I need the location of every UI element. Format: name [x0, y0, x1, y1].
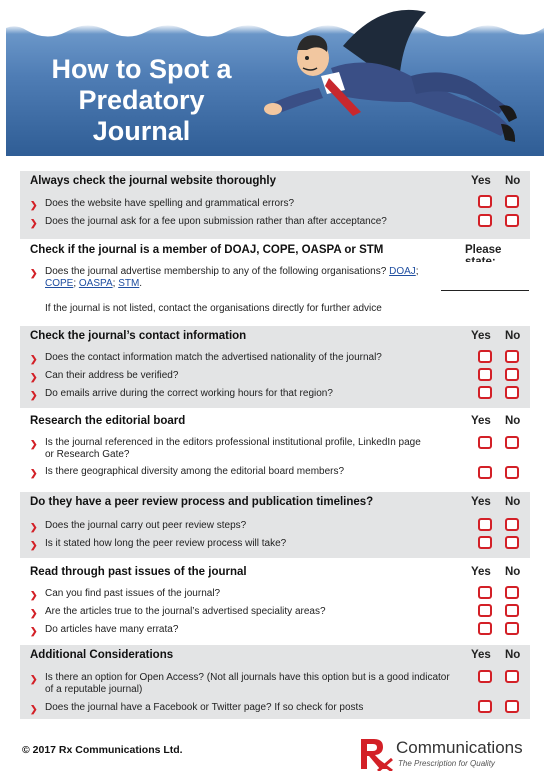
copyright-text: © 2017 Rx Communications Ltd.	[22, 744, 183, 756]
list-item: ❯ Is it stated how long the peer review process will take?	[30, 538, 287, 550]
yes-label: Yes	[471, 175, 491, 187]
section-past-issues	[20, 562, 530, 644]
list-item: ❯ Does the journal ask for a fee upon submission rather than after acceptance?	[30, 216, 387, 228]
section-body	[20, 433, 530, 489]
yes-label: Yes	[471, 566, 491, 578]
list-item: ❯ Does the journal advertise membership to any of the following organisations? DOAJ; COPE; OASPA; STM.	[30, 266, 419, 289]
section-membership	[20, 240, 530, 320]
yes-checkbox[interactable]	[478, 436, 492, 449]
section-title: Check the journal’s contact information	[30, 330, 247, 342]
no-label: No	[505, 330, 521, 342]
yes-checkbox[interactable]	[478, 466, 492, 479]
no-checkbox[interactable]	[505, 368, 519, 381]
no-checkbox[interactable]	[505, 195, 519, 208]
no-checkbox[interactable]	[505, 586, 519, 599]
chevron-right-icon: ❯	[30, 540, 38, 550]
chevron-right-icon: ❯	[30, 626, 38, 636]
stm-link[interactable]: STM	[118, 278, 140, 289]
no-checkbox[interactable]	[505, 386, 519, 399]
list-item: ❯ Does the journal carry out peer review steps?	[30, 520, 247, 532]
section-body	[20, 584, 530, 644]
list-item: ❯ Are the articles true to the journal’s advertised speciality areas?	[30, 606, 326, 618]
no-label: No	[505, 649, 521, 661]
yes-checkbox[interactable]	[478, 350, 492, 363]
yes-checkbox[interactable]	[478, 368, 492, 381]
yes-checkbox[interactable]	[478, 604, 492, 617]
no-checkbox[interactable]	[505, 622, 519, 635]
section-title: Always check the journal website thoroughly	[30, 175, 277, 187]
chevron-right-icon: ❯	[30, 354, 38, 364]
no-checkbox[interactable]	[505, 518, 519, 531]
list-item: ❯ Does the contact information match the advertised nationality of the journal?	[30, 352, 382, 364]
yes-checkbox[interactable]	[478, 536, 492, 549]
yes-checkbox[interactable]	[478, 214, 492, 227]
header-banner	[6, 6, 544, 156]
section-title: Research the editorial board	[30, 415, 186, 427]
yes-checkbox[interactable]	[478, 622, 492, 635]
section-additional	[20, 645, 530, 719]
chevron-right-icon: ❯	[30, 372, 38, 382]
doaj-link[interactable]: DOAJ	[389, 266, 416, 277]
no-label: No	[505, 415, 521, 427]
section-title: Do they have a peer review process and publication timelines?	[30, 496, 374, 508]
no-checkbox[interactable]	[505, 466, 519, 479]
section-body	[20, 348, 530, 408]
rx-logo-icon	[358, 737, 394, 771]
no-checkbox[interactable]	[505, 536, 519, 549]
section-header	[20, 411, 530, 433]
chevron-right-icon: ❯	[30, 268, 38, 278]
membership-note: If the journal is not listed, contact the organisations directly for further advice	[45, 303, 382, 314]
brand-tagline: The Prescription for Quality	[398, 759, 495, 768]
no-label: No	[505, 496, 521, 508]
list-item: ❯ Can their address be verified?	[30, 370, 179, 382]
section-title: Additional Considerations	[30, 649, 174, 661]
please-state-field[interactable]	[441, 290, 529, 291]
yes-label: Yes	[471, 415, 491, 427]
section-title: Read through past issues of the journal	[30, 566, 247, 578]
section-header	[20, 645, 530, 667]
chevron-right-icon: ❯	[30, 439, 38, 449]
chevron-right-icon: ❯	[30, 590, 38, 600]
no-label: No	[505, 566, 521, 578]
yes-label: Yes	[471, 330, 491, 342]
chevron-right-icon: ❯	[30, 390, 38, 400]
chevron-right-icon: ❯	[30, 468, 38, 478]
section-header	[20, 326, 530, 348]
section-peer-review	[20, 492, 530, 558]
list-item: ❯ Is there geographical diversity among the editorial board members?	[30, 466, 345, 478]
rx-communications-logo	[358, 737, 538, 773]
no-checkbox[interactable]	[505, 670, 519, 683]
section-header	[20, 492, 530, 514]
no-checkbox[interactable]	[505, 350, 519, 363]
yes-label: Yes	[471, 496, 491, 508]
chevron-right-icon: ❯	[30, 218, 38, 228]
yes-checkbox[interactable]	[478, 386, 492, 399]
list-item: ❯ Is there an option for Open Access? (Not all journals have this option but is a good indicator of a reputable journal)	[30, 672, 450, 695]
section-header	[20, 562, 530, 584]
chevron-right-icon: ❯	[30, 608, 38, 618]
no-checkbox[interactable]	[505, 700, 519, 713]
yes-checkbox[interactable]	[478, 195, 492, 208]
page-title: How to Spot a Predatory Journal	[51, 54, 232, 146]
list-item: ❯ Do emails arrive during the correct working hours for that region?	[30, 388, 333, 400]
section-body	[20, 514, 530, 558]
section-body	[20, 193, 530, 239]
shark-man-illustration	[261, 6, 544, 156]
section-title: Check if the journal is a member of DOAJ, COPE, OASPA or STM	[30, 244, 384, 256]
chevron-right-icon: ❯	[30, 200, 38, 210]
no-label: No	[505, 175, 521, 187]
list-item: ❯ Can you find past issues of the journal?	[30, 588, 221, 600]
no-checkbox[interactable]	[505, 436, 519, 449]
list-item: ❯ Is the journal referenced in the editors professional institutional profile, LinkedIn page or Research Gate?	[30, 437, 421, 460]
cope-link[interactable]: COPE	[45, 278, 74, 289]
yes-checkbox[interactable]	[478, 586, 492, 599]
section-editorial	[20, 411, 530, 489]
list-item: ❯ Do articles have many errata?	[30, 624, 179, 636]
chevron-right-icon: ❯	[30, 674, 38, 684]
section-contact	[20, 326, 530, 408]
chevron-right-icon: ❯	[30, 522, 38, 532]
chevron-right-icon: ❯	[30, 704, 38, 714]
list-item: ❯ Does the journal have a Facebook or Twitter page? If so check for posts	[30, 702, 364, 714]
yes-checkbox[interactable]	[478, 670, 492, 683]
brand-name: Communications	[396, 738, 523, 757]
yes-checkbox[interactable]	[478, 518, 492, 531]
oaspa-link[interactable]: OASPA	[78, 278, 113, 289]
section-header	[20, 171, 530, 193]
yes-label: Yes	[471, 649, 491, 661]
section-header	[20, 240, 530, 262]
yes-checkbox[interactable]	[478, 700, 492, 713]
no-checkbox[interactable]	[505, 214, 519, 227]
list-item: ❯ Does the website have spelling and grammatical errors?	[30, 198, 295, 210]
please-state-label: Please	[465, 244, 502, 256]
section-body	[20, 667, 530, 719]
no-checkbox[interactable]	[505, 604, 519, 617]
section-website	[20, 171, 530, 239]
section-body	[20, 262, 530, 320]
